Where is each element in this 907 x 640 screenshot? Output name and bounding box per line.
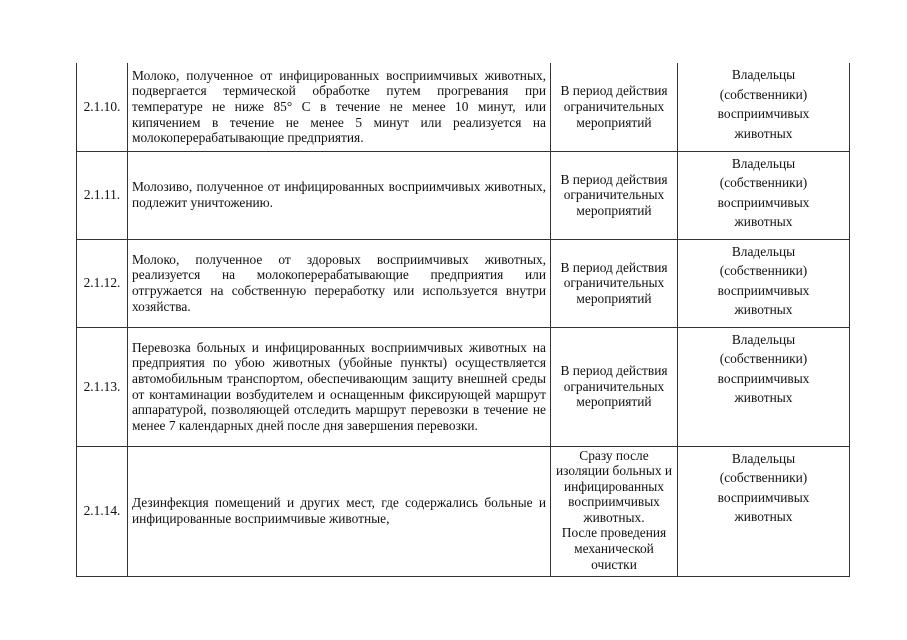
responsible-text: Владельцы (собственники) восприимчивых животных bbox=[678, 239, 850, 327]
responsible-text: Владельцы (собственники) восприимчивых животных bbox=[678, 151, 850, 239]
table-row bbox=[77, 151, 850, 239]
item-number: 2.1.10. bbox=[77, 63, 128, 151]
measure-text: Молоко, полученное от здоровых восприимчивых животных, реализуется на молокоперерабатывающие предприятия или отгружается на собственную переработку или используется внутри хозяйства. bbox=[128, 239, 551, 327]
item-number: 2.1.14. bbox=[77, 446, 128, 576]
table-row bbox=[77, 63, 850, 151]
measure-text: Дезинфекция помещений и других мест, где содержались больные и инфицированные восприимчивые животные, bbox=[128, 446, 551, 576]
timing-text: В период действия ограничительных мероприятий bbox=[551, 151, 678, 239]
table-row bbox=[77, 239, 850, 327]
responsible-text: Владельцы (собственники) восприимчивых животных bbox=[678, 63, 850, 151]
item-number: 2.1.12. bbox=[77, 239, 128, 327]
timing-text: В период действия ограничительных мероприятий bbox=[551, 239, 678, 327]
measure-text: Молоко, полученное от инфицированных восприимчивых животных, подвергается термической обработке путем прогревания при температуре не ниже 85° С в течение не менее 10 минут, или кипячением в течение не менее 5 минут или реализуется на молокоперерабатывающие предприятия. bbox=[128, 63, 551, 151]
table-row bbox=[77, 327, 850, 446]
measure-text: Перевозка больных и инфицированных восприимчивых животных на предприятия по убою животных (убойные пункты) осуществляется автомобильным транспортом, обеспечивающим защиту внешней среды от контаминации возбудителем и оснащенным фиксирующей маршрут аппаратурой, позволяющей отследить маршрут перевозки в течение не менее 7 календарных дней после дня завершения перевозки. bbox=[128, 327, 551, 446]
timing-text: В период действия ограничительных мероприятий bbox=[551, 327, 678, 446]
item-number: 2.1.13. bbox=[77, 327, 128, 446]
timing-text: В период действия ограничительных мероприятий bbox=[551, 63, 678, 151]
item-number: 2.1.11. bbox=[77, 151, 128, 239]
measures-table bbox=[76, 63, 850, 577]
measure-text: Молозиво, полученное от инфицированных восприимчивых животных, подлежит уничтожению. bbox=[128, 151, 551, 239]
table-row bbox=[77, 446, 850, 576]
responsible-text: Владельцы (собственники) восприимчивых животных bbox=[678, 446, 850, 576]
responsible-text: Владельцы (собственники) восприимчивых животных bbox=[678, 327, 850, 446]
timing-text: Сразу после изоляции больных и инфицированных восприимчивых животных. После проведения механической очистки bbox=[551, 446, 678, 576]
